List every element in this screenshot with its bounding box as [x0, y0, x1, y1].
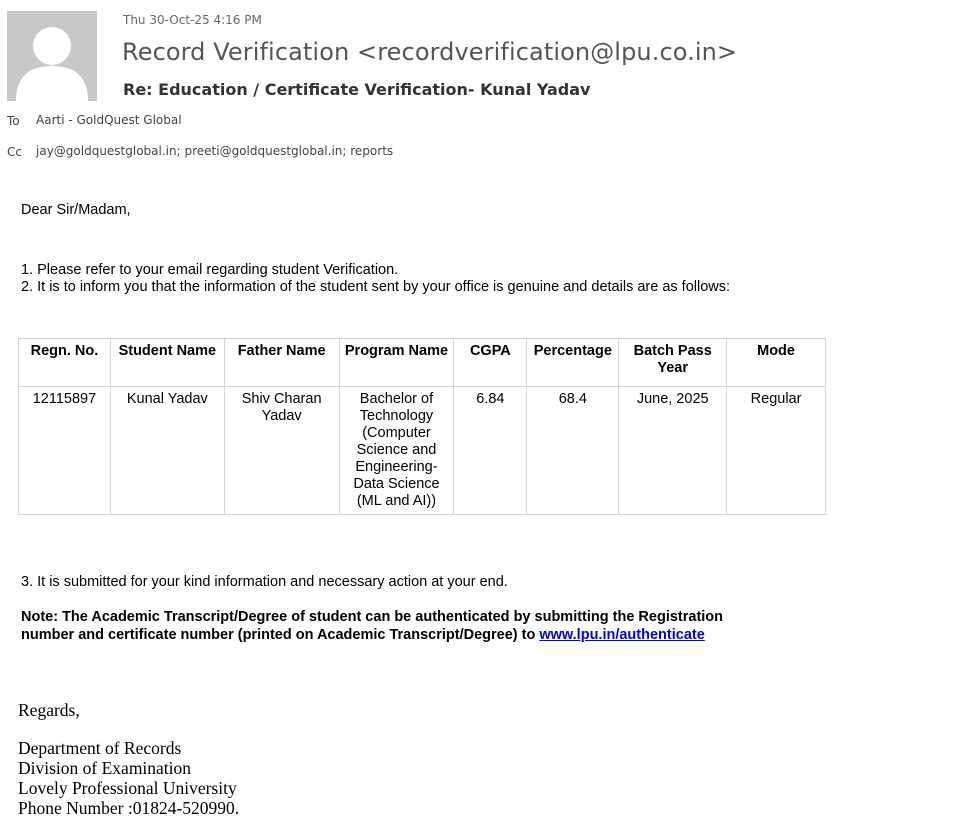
signature-line-2: Division of Examination — [18, 758, 192, 778]
cc-label: Cc — [7, 145, 22, 159]
program-name-cell: Bachelor of Technology (Computer Science and Engineering-Data Science (ML and AI)) — [339, 387, 454, 515]
regn-no-cell: 12115897 — [19, 387, 111, 515]
person-silhouette-icon — [7, 11, 97, 101]
student-name-cell: Kunal Yadav — [110, 387, 224, 515]
to-recipients[interactable]: Aarti - GoldQuest Global — [36, 113, 182, 127]
cgpa-cell: 6.84 — [454, 387, 527, 515]
greeting: Dear Sir/Madam, — [21, 202, 131, 218]
body-line-3: 3. It is submitted for your kind information and necessary action at your end. — [21, 574, 508, 590]
signature-regards: Regards, — [18, 700, 80, 720]
sender-avatar — [7, 11, 97, 101]
to-label: To — [7, 114, 20, 128]
table-row — [19, 387, 826, 515]
authenticate-link[interactable]: www.lpu.in/authenticate — [539, 627, 705, 643]
signature-line-3: Lovely Professional University — [18, 778, 237, 798]
body-line-2: 2. It is to inform you that the information of the student sent by your office is genuine and details are as follows: — [21, 279, 731, 295]
mode-cell: Regular — [727, 387, 826, 515]
column-header: Mode — [727, 339, 826, 387]
father-name-cell: Shiv Charan Yadav — [224, 387, 339, 515]
column-header: Father Name — [224, 339, 339, 387]
batch-pass-year-cell: June, 2025 — [619, 387, 727, 515]
column-header: Regn. No. — [19, 339, 111, 387]
column-header: Student Name — [110, 339, 224, 387]
email-subject: Re: Education / Certificate Verification- Kunal Yadav — [123, 80, 591, 99]
authentication-note — [21, 608, 761, 644]
percentage-cell: 68.4 — [527, 387, 619, 515]
column-header: Percentage — [527, 339, 619, 387]
column-header: Program Name — [339, 339, 454, 387]
signature-phone: Phone Number :01824-520990. — [18, 798, 240, 818]
column-header: Batch Pass Year — [619, 339, 727, 387]
student-record-table — [18, 338, 826, 515]
body-line-1: 1. Please refer to your email regarding student Verification. — [21, 262, 399, 278]
column-header: CGPA — [454, 339, 527, 387]
sender-name[interactable]: Record Verification <recordverification@lpu.co.in> — [122, 38, 738, 66]
note-text: Note: The Academic Transcript/Degree of student can be authenticated by submitting the Registration number and certificate number (printed on Academic Transcript/Degree) to — [21, 609, 724, 643]
email-timestamp: Thu 30-Oct-25 4:16 PM — [123, 13, 262, 27]
cc-recipients[interactable]: jay@goldquestglobal.in; preeti@goldquestglobal.in; reports — [36, 144, 394, 158]
signature-line-1: Department of Records — [18, 738, 182, 758]
table-header-row — [19, 339, 826, 387]
